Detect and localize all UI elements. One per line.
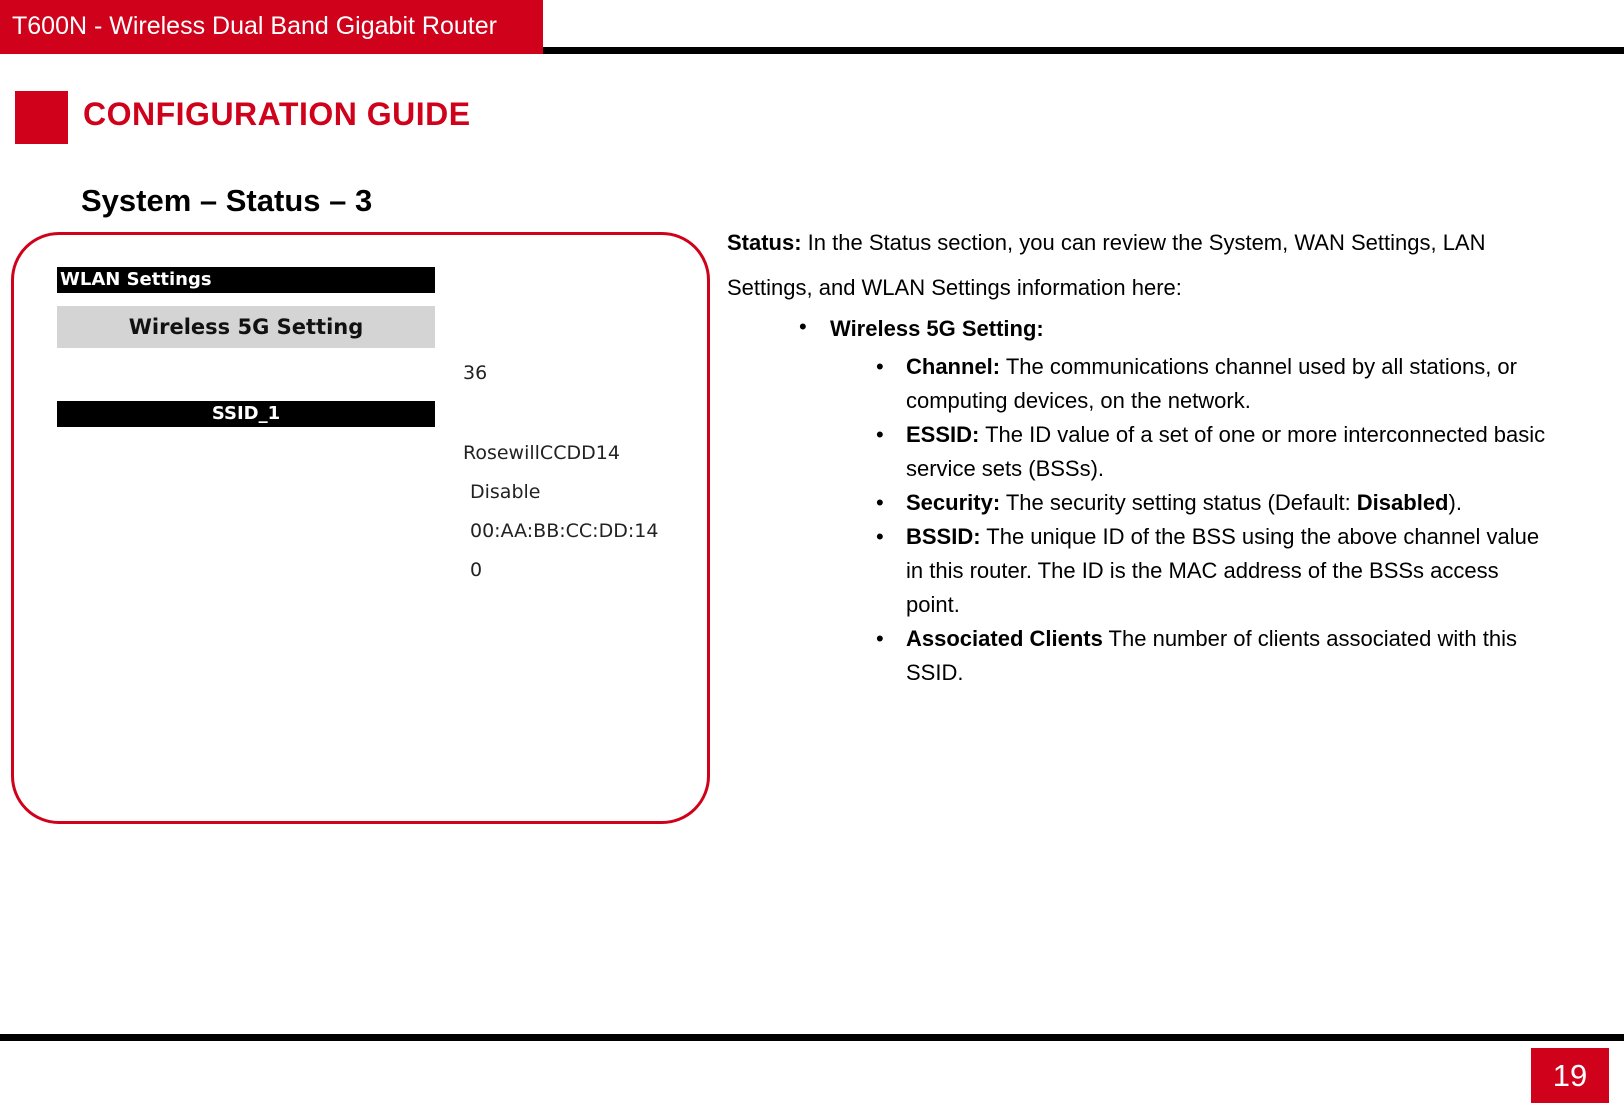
associated-clients-value: 0 — [470, 559, 483, 581]
list-item-essid — [876, 418, 1546, 486]
ssid-bar: SSID_1 — [57, 401, 435, 427]
desc-associated-clients: The number of clients associated with this SSID. — [906, 626, 1517, 685]
status-description — [727, 220, 1547, 310]
term-bssid: BSSID: — [906, 524, 981, 549]
wireless-5g-setting-bar: Wireless 5G Setting — [57, 306, 435, 348]
essid-value: RosewillCCDD14 — [463, 442, 620, 464]
term-security: Security: — [906, 490, 1001, 515]
bullet-icon: • — [876, 354, 884, 379]
guide-marker-square — [15, 91, 68, 144]
status-text: In the Status section, you can review the System, WAN Settings, LAN Settings, and WLAN Settings information here: — [727, 230, 1486, 300]
term-associated-clients: Associated Clients — [906, 626, 1103, 651]
wireless-5g-heading: Wireless 5G Setting: — [830, 316, 1044, 341]
page-number: 19 — [1531, 1048, 1609, 1103]
bullet-icon: • — [876, 626, 884, 651]
bullet-icon: • — [799, 314, 807, 339]
desc-bssid: The unique ID of the BSS using the above channel value in this router. The ID is the MAC address of the BSSs access point. — [906, 524, 1540, 617]
security-value: Disable — [470, 481, 541, 503]
desc-security: The security setting status (Default: — [1000, 490, 1357, 515]
term-channel: Channel: — [906, 354, 1001, 379]
bssid-value: 00:AA:BB:CC:DD:14 — [470, 520, 659, 542]
document-header-tab: T600N - Wireless Dual Band Gigabit Router — [0, 0, 543, 54]
security-default-value: Disabled — [1356, 490, 1449, 515]
desc-channel: The communications channel used by all stations, or computing devices, on the network. — [906, 354, 1517, 413]
bullet-icon: • — [876, 524, 884, 549]
desc-essid: The ID value of a set of one or more interconnected basic service sets (BSSs). — [906, 422, 1546, 481]
footer-rule — [0, 1034, 1624, 1041]
status-label: Status: — [727, 230, 802, 255]
list-item-security — [876, 486, 1546, 520]
list-item-channel — [876, 350, 1546, 418]
field-descriptions — [876, 350, 1546, 690]
wlan-settings-bar: WLAN Settings — [57, 267, 435, 293]
channel-value: 36 — [463, 362, 488, 384]
list-item-associated-clients — [876, 622, 1546, 690]
header-rule — [543, 47, 1624, 54]
guide-title: CONFIGURATION GUIDE — [83, 96, 471, 132]
bullet-icon: • — [876, 422, 884, 447]
section-title: System – Status – 3 — [81, 183, 373, 218]
bullet-icon: • — [876, 490, 884, 515]
desc-security-tail: ). — [1448, 490, 1462, 515]
term-essid: ESSID: — [906, 422, 980, 447]
list-item-bssid — [876, 520, 1546, 622]
